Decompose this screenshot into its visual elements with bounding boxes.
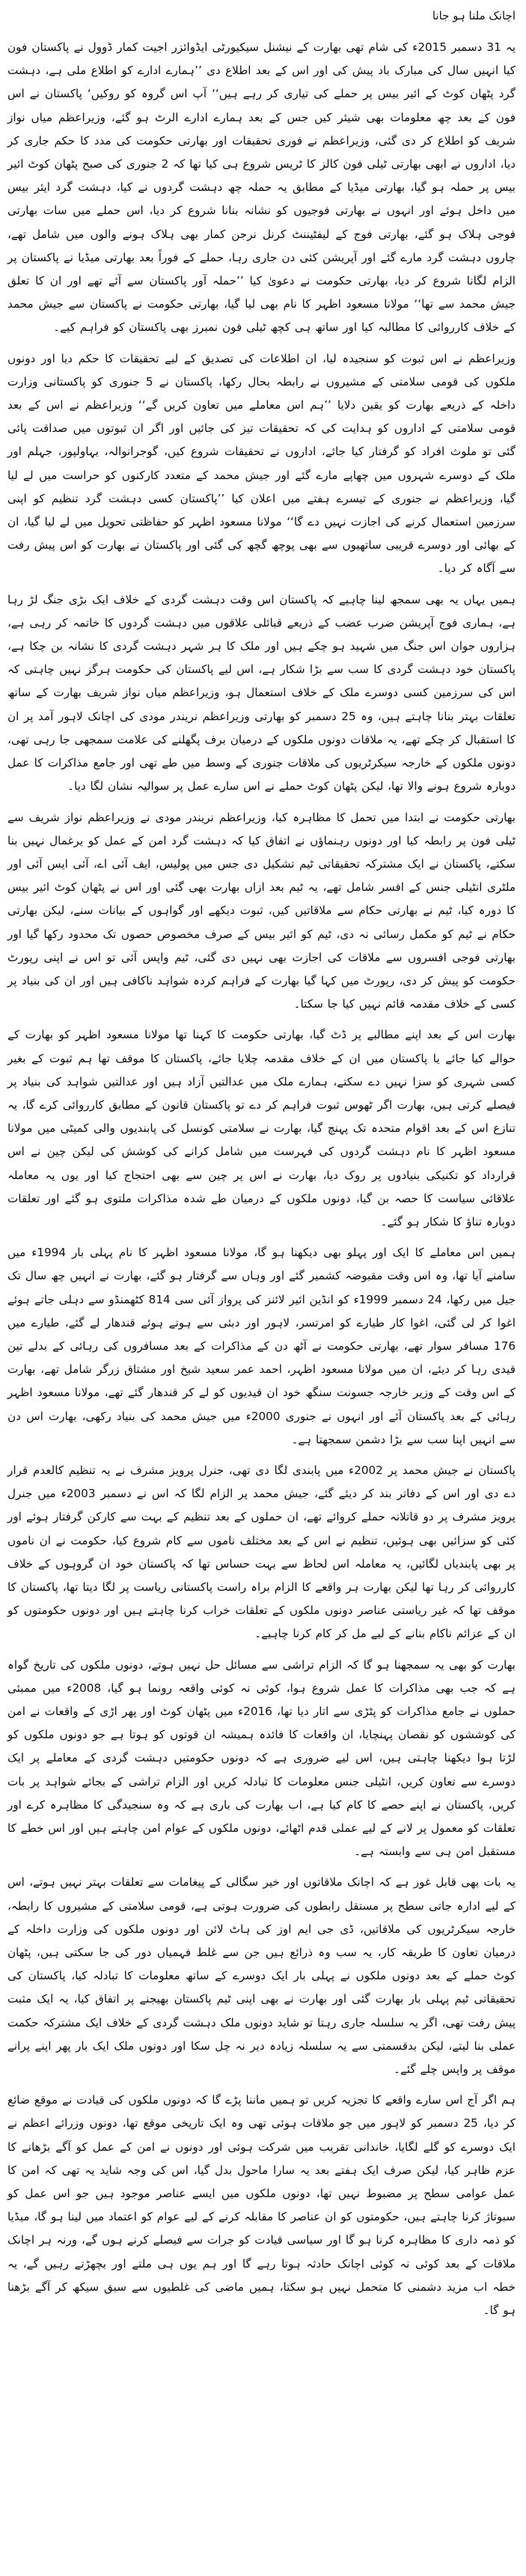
article-paragraph: ہمیں یہاں یہ بھی سمجھ لینا چاہیے کہ پاکستان اس وقت دہشت گردی کے خلاف ایک بڑی جنگ لڑ رہا ہے، ہماری فوج آپریشن ضرب عضب کے ذریعے قبائلی علاقوں میں دہشت گردوں کا خاتمہ کر رہی ہے، ہزاروں جوان اس جنگ میں شہید ہو چکے ہیں اور ملک کا ہر شہر دہشت گردی کا نشانہ بن چکا ہے، پاکستان خود دہشت گردی کا سب سے بڑا شکار ہے، اس لیے پاکستان کی حکومت ہرگز نہیں چاہتی کہ اس کی سرزمین کسی دوسرے ملک کے خلاف استعمال ہو، وزیراعظم میاں نواز شریف بھارت کے ساتھ تعلقات بہتر بنانا چاہتے ہیں، وہ 25 دسمبر کو بھارتی وزیراعظم نریندر مودی کی اچانک لاہور آمد پر ان کا استقبال کر چکے تھے، یہ ملاقات دونوں ملکوں کے درمیان برف پگھلنے کی علامت سمجھی جا رہی تھی، دونوں ملکوں کے خارجہ سیکرٹریوں کی ملاقات جنوری کے وسط میں طے تھی اور جامع مذاکرات کا عمل دوبارہ شروع ہونے والا تھا، لیکن پٹھان کوٹ حملے نے اس سارے عمل پر سوالیہ نشان لگا دیا۔ bbox=[7, 592, 516, 794]
article-paragraph: بھارت اس کے بعد اپنے مطالبے پر ڈٹ گیا، بھارتی حکومت کا کہنا تھا مولانا مسعود اظہر کو بھارت کے حوالے کیا جائے یا پاکستان میں ان کے خلاف مقدمہ چلایا جائے، پاکستان کا موقف تھا ہم ثبوت کے بغیر کسی شہری کو سزا نہیں دے سکتے، ہمارے ملک میں عدالتیں آزاد ہیں اور عدالتیں شواہد کی بنیاد پر فیصلے کرتی ہیں، بھارت اگر ٹھوس ثبوت فراہم کر دے تو پاکستان قانون کے مطابق کارروائی کرے گا، یہ تنازع اس کے بعد اقوام متحدہ تک پہنچ گیا، بھارت نے سلامتی کونسل کی پابندیوں والی کمیٹی میں مولانا مسعود اظہر کا نام دہشت گردوں کی فہرست میں شامل کرانے کی کوشش کی لیکن چین نے اس قرارداد کو تکنیکی بنیادوں پر روک دیا، بھارت نے اس پر چین سے بھی احتجاج کیا اور یوں یہ معاملہ علاقائی سیاست کا حصہ بن گیا، دونوں ملکوں کے درمیان طے شدہ مذاکرات ملتوی ہو گئے اور تعلقات دوبارہ تناؤ کا شکار ہو گئے۔ bbox=[7, 1028, 516, 1228]
article-paragraph: پاکستان نے جیش محمد پر 2002ء میں پابندی لگا دی تھی، جنرل پرویز مشرف نے یہ تنظیم کالعدم قرار دے دی اور اس کے دفاتر بند کر دیئے گئے، جیش محمد پر الزام لگا کہ اس نے دسمبر 2003ء میں جنرل پرویز مشرف پر دو قاتلانہ حملے کروائے تھے، ان حملوں کے بعد تنظیم کے بہت سے کارکن گرفتار ہوئے اور کئی کو سزائیں بھی ہوئیں، تنظیم نے اس کے بعد مختلف ناموں سے کام شروع کیا، حکومت نے ان ناموں پر بھی پابندیاں لگائیں، یہ معاملہ اس لحاظ سے بہت حساس تھا کہ پاکستان خود ان گروہوں کے خلاف کارروائی کر رہا تھا لیکن بھارت ہر واقعے کا الزام براہ راست پاکستانی ریاست پر لگا دیتا تھا، پاکستان کا موقف تھا کہ غیر ریاستی عناصر دونوں ملکوں کے تعلقات خراب کرنا چاہتے ہیں اور دونوں حکومتوں کو ان کے عزائم ناکام بنانے کے لیے مل کر کام کرنا چاہیے۔ bbox=[7, 1463, 516, 1641]
article-paragraph: یہ بات بھی قابل غور ہے کہ اچانک ملاقاتوں اور خیر سگالی کے پیغامات سے تعلقات بہتر نہیں ہوتے، اس کے لیے ادارہ جاتی سطح پر مستقل رابطوں کی ضرورت ہوتی ہے، قومی سلامتی کے مشیروں کا رابطہ، خارجہ سیکرٹریوں کی ملاقاتیں، ڈی جی ایم اوز کی ہاٹ لائن اور دونوں ملکوں کی وزارت داخلہ کے درمیان تعاون کا طریقہ کار، یہ سب وہ ذرائع ہیں جن سے غلط فہمیاں دور کی جا سکتی ہیں، پٹھان کوٹ حملے کے بعد دونوں ملکوں نے پہلی بار ایک دوسرے کے ساتھ معلومات کا تبادلہ کیا، پاکستان کی تحقیقاتی ٹیم پہلی بار بھارت گئی اور بھارت نے بھی اپنی ٹیم پاکستان بھیجنے پر اتفاق کیا، یہ ایک مثبت پیش رفت تھی، اگر یہ سلسلہ جاری رہتا تو شاید دونوں ملک دہشت گردی کے خلاف ایک مشترکہ حکمت عملی بنا لیتے، لیکن بدقسمتی سے یہ سلسلہ زیادہ دیر نہ چل سکا اور دونوں ملک ایک بار پھر اپنے پرانے موقف پر واپس چلے گئے۔ bbox=[7, 1875, 516, 2077]
article-paragraph: بھارتی حکومت نے ابتدا میں تحمل کا مظاہرہ کیا، وزیراعظم نریندر مودی نے وزیراعظم نواز شریف سے ٹیلی فون پر رابطہ کیا اور دونوں رہنماؤں نے اتفاق کیا کہ دہشت گرد امن کے عمل کو یرغمال نہیں بنا سکتے، پاکستان نے ایک مشترکہ تحقیقاتی ٹیم تشکیل دی جس میں پولیس، ایف آئی اے، آئی ایس آئی اور ملٹری انٹیلی جنس کے افسر شامل تھے، یہ ٹیم بعد ازاں بھارت بھی گئی اور اس نے پٹھان کوٹ ائیر بیس کا دورہ کیا، ٹیم نے بھارتی حکام سے ملاقاتیں کیں، ثبوت دیکھے اور گواہوں کے بیانات سنے، لیکن بھارتی حکام نے ٹیم کو مکمل رسائی نہ دی، ٹیم کو ائیر بیس کے صرف مخصوص حصوں تک محدود رکھا گیا اور بھارتی فوجی افسروں سے ملاقات کی اجازت بھی نہیں دی گئی، ٹیم واپس آئی تو اس نے اپنی رپورٹ حکومت کو پیش کر دی، رپورٹ میں کہا گیا بھارت کے فراہم کردہ شواہد ناکافی ہیں اور ان کی بنیاد پر کسی کے خلاف مقدمہ قائم نہیں کیا جا سکتا۔ bbox=[7, 810, 516, 1011]
article-paragraph: بھارت کو بھی یہ سمجھنا ہو گا کہ الزام تراشی سے مسائل حل نہیں ہوتے، دونوں ملکوں کی تاریخ گواہ ہے کہ جب بھی مذاکرات کا عمل شروع ہوا، کوئی نہ کوئی واقعہ رونما ہو گیا، 2008ء میں ممبئی حملوں نے جامع مذاکرات کو پٹڑی سے اتار دیا تھا، 2016ء میں پٹھان کوٹ اور پھر اڑی کے واقعات نے امن کی کوششوں کو نقصان پہنچایا، ان واقعات کا فائدہ ہمیشہ ان قوتوں کو ہوتا ہے جو دونوں ملکوں کو لڑتا ہوا دیکھنا چاہتی ہیں، اس لیے ضروری ہے کہ دونوں حکومتیں دہشت گردی کے معاملے پر ایک دوسرے سے تعاون کریں، انٹیلی جنس معلومات کا تبادلہ کریں اور الزام تراشی کے بجائے شواہد پر بات کریں، پاکستان نے اپنے حصے کا کام کیا ہے، اب بھارت کی باری ہے کہ وہ سنجیدگی کا مظاہرہ کرے اور تعلقات کو معمول پر لانے کے لیے عملی قدم اٹھائے، دونوں ملکوں کے عوام امن چاہتے ہیں اور اس خطے کا مستقبل امن ہی سے وابستہ ہے۔ bbox=[7, 1657, 516, 1859]
article-paragraph: وزیراعظم نے اس ثبوت کو سنجیدہ لیا، ان اطلاعات کی تصدیق کے لیے تحقیقات کا حکم دیا اور دونوں ملکوں کی قومی سلامتی کے مشیروں نے رابطہ بحال رکھا، پاکستان نے 5 جنوری کو پاکستانی وزارت داخلہ کے ذریعے بھارت کو یقین دلایا ’’ہم اس معاملے میں تعاون کریں گے‘‘ وزیراعظم نے اس کے بعد قومی سلامتی کے اداروں کو ہدایت کی کہ تحقیقات تیز کی جائیں اور اگر ان ثبوتوں میں صداقت پائی گئی تو ملوث افراد کو گرفتار کیا جائے، اداروں نے تحقیقات شروع کیں، گوجرانوالہ، بہاولپور، جہلم اور ملک کے دوسرے شہروں میں چھاپے مارے گئے اور جیش محمد کے متعدد کارکنوں کو حراست میں لے لیا گیا، وزیراعظم نے جنوری کے تیسرے ہفتے میں اعلان کیا ’’پاکستان کسی دہشت گرد تنظیم کو اپنی سرزمین استعمال کرنے کی اجازت نہیں دے گا‘‘ مولانا مسعود اظہر کو حفاظتی تحویل میں لے لیا گیا، ان کے بھائی اور دوسرے قریبی ساتھیوں سے بھی پوچھ گچھ کی گئی اور پاکستان نے بھارت کو اس پیش رفت سے آگاہ کر دیا۔ bbox=[7, 351, 516, 576]
article-paragraph: ہمیں اس معاملے کا ایک اور پہلو بھی دیکھنا ہو گا، مولانا مسعود اظہر کا نام پہلی بار 1994ء میں سامنے آیا تھا، وہ اس وقت مقبوضہ کشمیر گئے اور وہاں سے گرفتار ہو گئے، بھارت نے انہیں چھ سال تک جیل میں رکھا، 24 دسمبر 1999ء کو انڈین ائیر لائنز کی پرواز آئی سی 814 کٹھمنڈو سے دہلی جاتے ہوئے اغوا کر لی گئی، اغوا کار طیارے کو امرتسر، لاہور اور دبئی سے ہوتے ہوئے قندھار لے گئے، طیارے میں 176 مسافر سوار تھے، بھارتی حکومت نے آٹھ دن کے مذاکرات کے بعد مسافروں کی رہائی کے بدلے تین قیدی رہا کر دیئے، ان میں مولانا مسعود اظہر، احمد عمر سعید شیخ اور مشتاق زرگر شامل تھے، بھارت کے اس وقت کے وزیر خارجہ جسونت سنگھ خود ان قیدیوں کو لے کر قندھار گئے تھے، مولانا مسعود اظہر رہائی کے بعد پاکستان آئے اور انہوں نے جنوری 2000ء میں جیش محمد کی بنیاد رکھی، بھارت اس دن سے انہیں اپنا سب سے بڑا دشمن سمجھتا ہے۔ bbox=[7, 1246, 516, 1446]
article-title: اچانک ملنا ہو جانا bbox=[432, 9, 516, 22]
article-paragraph: یہ 31 دسمبر 2015ء کی شام تھی بھارت کے نیشنل سیکیورٹی ایڈوائزر اجیت کمار ڈوول نے پاکستان فون کیا انہیں سال کی مبارک باد پیش کی اور اس کے بعد اطلاع دی ’’ہمارے ادارے کو اطلاع ملی ہے، دہشت گرد پٹھان کوٹ کے ائیر بیس پر حملے کی تیاری کر رہے ہیں‘‘ آپ اس گروہ کو روکیں‘ پاکستان نے اس فون کے بعد چھ معلومات بھی شیئر کیں جس کے بعد ہمارے ادارے الرٹ ہو گئے، وزیراعظم میاں نواز شریف کو اطلاع کر دی گئی، وزیراعظم نے فوری تحقیقات اور بھارتی حکومت کی مدد کا حکم جاری کر دیا، اداروں نے ابھی بھارتی ٹیلی فون کالز کا ٹریس شروع ہی کیا تھا کہ 2 جنوری کی صبح پٹھان کوٹ ائیر بیس پر حملہ ہو گیا، بھارتی میڈیا کے مطابق یہ حملہ چھ دہشت گردوں نے کیا، دہشت گرد ایئر بیس میں داخل ہوئے اور انہوں نے بھارتی فوجیوں کو نشانہ بنانا شروع کر دیا، اس حملے میں سات بھارتی فوجی ہلاک ہو گئے، بھارتی فوج کے لیفٹیننٹ کرنل نرجن کمار بھی ہلاک ہونے والوں میں شامل تھے، چاروں دہشت گرد مارے گئے اور آپریشن کئی دن جاری رہا، حملے کے فوراً بعد بھارتی میڈیا نے پاکستان پر الزام لگانا شروع کر دیا، بھارتی حکومت نے دعویٰ کیا ’’حملہ آور پاکستان سے آئے تھے اور ان کا تعلق جیش محمد سے تھا‘‘ مولانا مسعود اظہر کا نام بھی لیا گیا، بھارتی حکومت نے پاکستان سے جیش محمد کے خلاف کارروائی کا مطالبہ کیا اور ساتھ ہی کچھ ٹیلی فون نمبرز بھی پاکستان کو فراہم کیے۔ bbox=[7, 40, 516, 335]
article-paragraph: ہم اگر آج اس سارے واقعے کا تجزیہ کریں تو ہمیں ماننا پڑے گا کہ دونوں ملکوں کی قیادت نے موقع ضائع کر دیا، 25 دسمبر کو لاہور میں جو ملاقات ہوئی تھی وہ ایک تاریخی موقع تھا، دونوں وزرائے اعظم نے ایک دوسرے کو گلے لگایا، خاندانی تقریب میں شرکت ہوئی اور دونوں نے امن کے عمل کو آگے بڑھانے کا عزم ظاہر کیا، لیکن صرف ایک ہفتے بعد یہ سارا ماحول بدل گیا، اس کی وجہ شاید یہ تھی کہ امن کا عمل عوامی سطح پر مضبوط نہیں تھا، دونوں ملکوں میں ایسے عناصر موجود ہیں جو اس عمل کو سبوتاژ کرنا چاہتے ہیں، حکومتوں کو ان عناصر کا مقابلہ کرنے کے لیے عوام کو اعتماد میں لینا ہو گا، میڈیا کو ذمہ داری کا مظاہرہ کرنا ہو گا اور سیاسی قیادت کو جرات سے فیصلے کرنے ہوں گے، ورنہ ہر اچانک ملاقات کے بعد کوئی نہ کوئی اچانک حادثہ ہوتا رہے گا اور ہم یوں ہی ملتے اور بچھڑتے رہیں گے، یہ خطہ اب مزید دشمنی کا متحمل نہیں ہو سکتا، ہمیں ماضی کی غلطیوں سے سبق سیکھ کر آگے بڑھنا ہو گا۔ bbox=[7, 2093, 516, 2318]
